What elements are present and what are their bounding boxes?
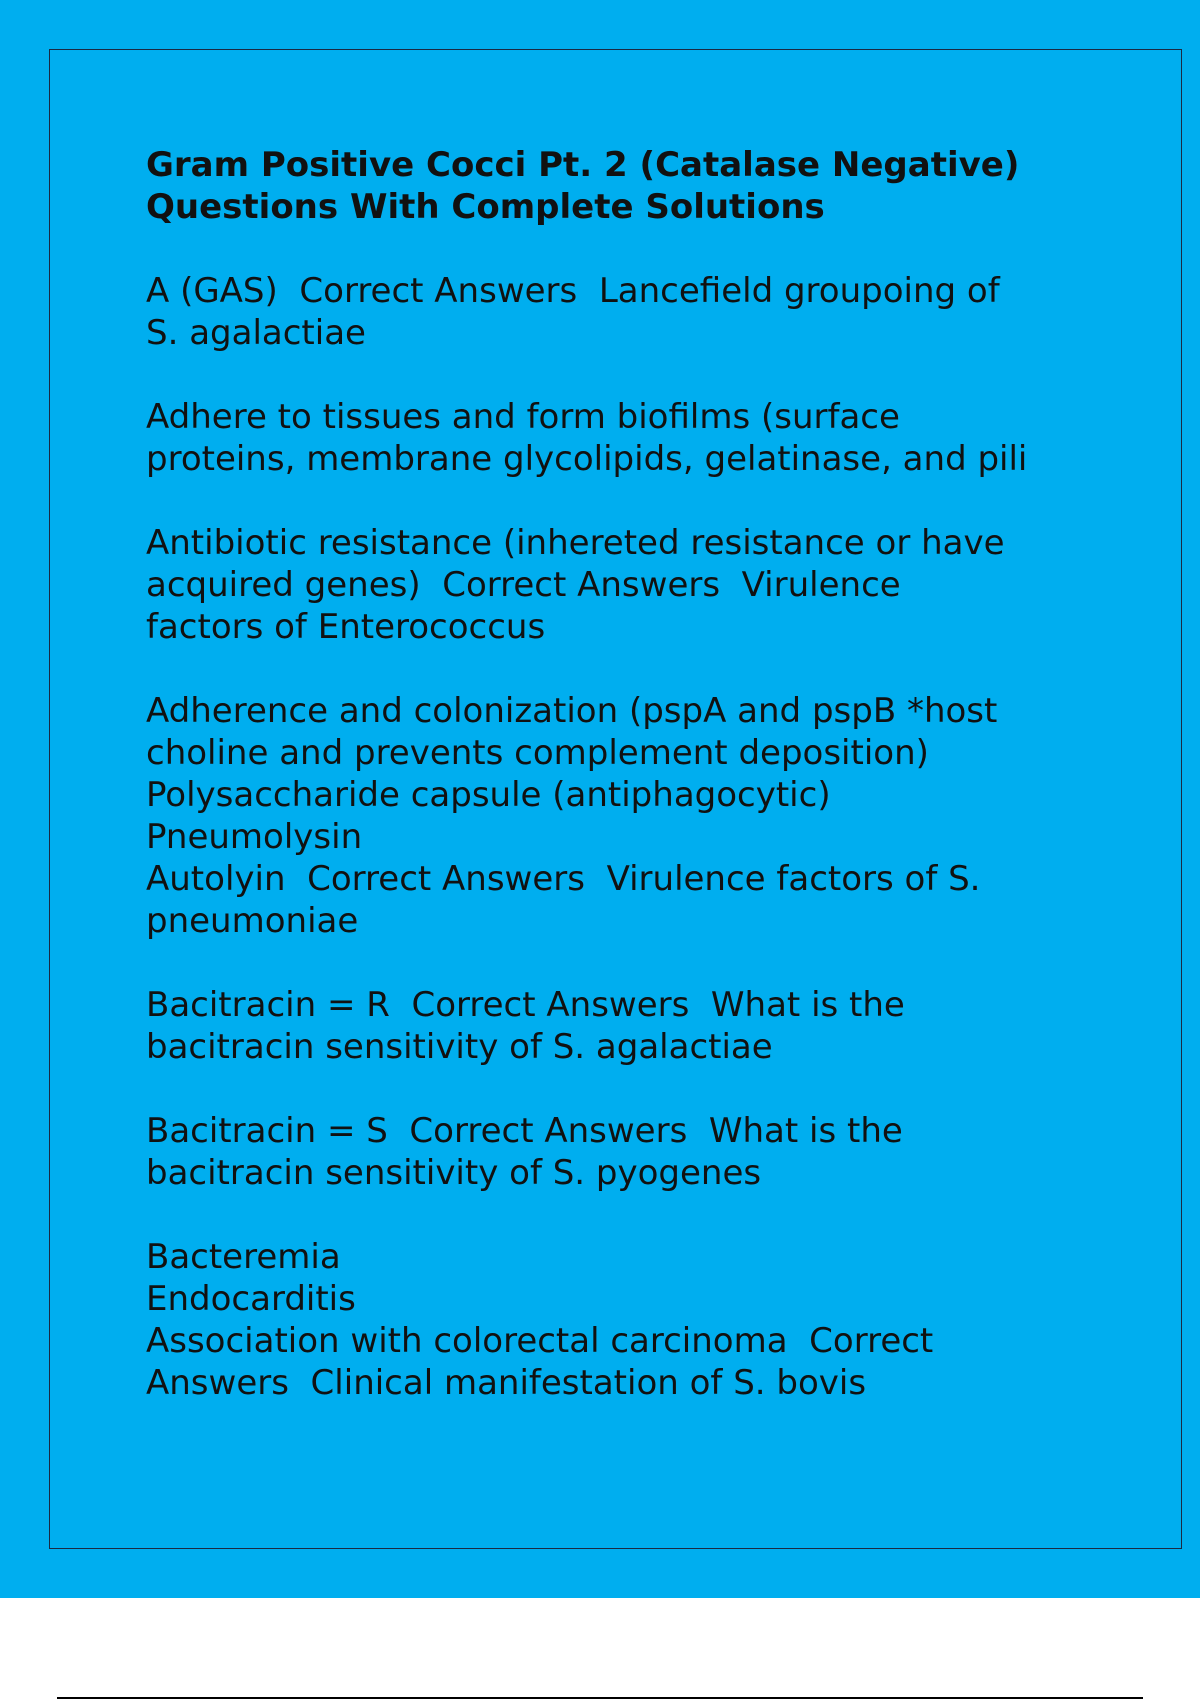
qa-line: Polysaccharide capsule (antiphagocytic): [146, 775, 831, 815]
qa-line: choline and prevents complement deposition): [146, 733, 929, 773]
title-line: Questions With Complete Solutions: [146, 187, 825, 227]
qa-line: Bacitracin = S Correct Answers What is the: [146, 1111, 903, 1151]
qa-line: S. agalactiae: [146, 313, 366, 353]
qa-entry: [146, 396, 1106, 480]
qa-entry: [146, 984, 1106, 1068]
qa-entry: [146, 1236, 1106, 1404]
qa-line: A (GAS) Correct Answers Lancefield groupoing of: [146, 271, 1000, 311]
qa-line: factors of Enterococcus: [146, 607, 546, 647]
document-content: [146, 144, 1106, 1446]
qa-line: Association with colorectal carcinoma Correct: [146, 1321, 934, 1361]
qa-line: Bacteremia: [146, 1237, 341, 1277]
qa-entry: [146, 270, 1106, 354]
title-line: Gram Positive Cocci Pt. 2 (Catalase Negative): [146, 145, 1020, 185]
qa-line: Adherence and colonization (pspA and pspB *host: [146, 691, 998, 731]
qa-line: Autolyin Correct Answers Virulence factors of S.: [146, 859, 981, 899]
qa-line: pneumoniae: [146, 901, 359, 941]
qa-line: Pneumolysin: [146, 817, 363, 857]
footer-divider: [57, 1697, 1143, 1699]
qa-entry: [146, 522, 1106, 648]
qa-line: Answers Clinical manifestation of S. bovis: [146, 1363, 867, 1403]
qa-line: acquired genes) Correct Answers Virulence: [146, 565, 901, 605]
qa-line: Endocarditis: [146, 1279, 356, 1319]
document-title: [146, 144, 1106, 228]
qa-line: Antibiotic resistance (inhereted resistance or have: [146, 523, 1005, 563]
qa-line: bacitracin sensitivity of S. pyogenes: [146, 1153, 762, 1193]
qa-entry: [146, 1110, 1106, 1194]
qa-line: Adhere to tissues and form biofilms (surface: [146, 397, 900, 437]
qa-line: proteins, membrane glycolipids, gelatinase, and pili: [146, 439, 1028, 479]
qa-entry: [146, 690, 1106, 942]
qa-line: Bacitracin = R Correct Answers What is the: [146, 985, 905, 1025]
qa-line: bacitracin sensitivity of S. agalactiae: [146, 1027, 773, 1067]
